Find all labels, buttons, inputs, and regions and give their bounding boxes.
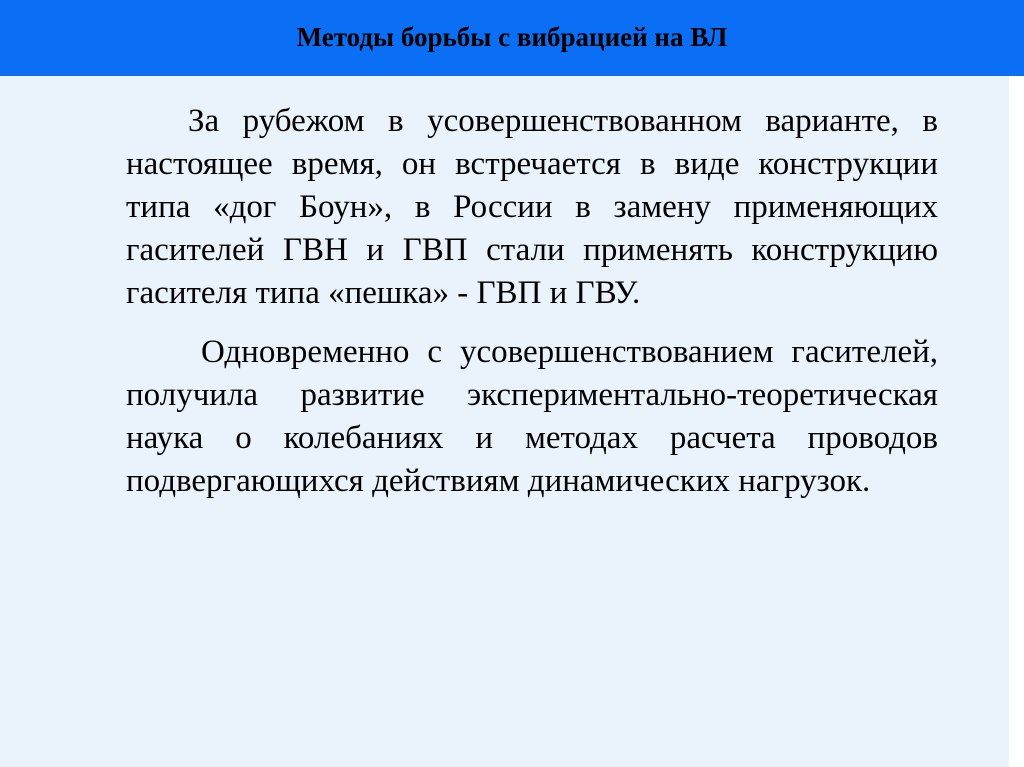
title-bar	[0, 0, 1024, 76]
slide-title: Методы борьбы с вибрацией на ВЛ	[296, 21, 728, 52]
paragraph-abroad: За рубежом в усовершенствованном варианте, в настоящее время, он встречается в виде конструкции типа «дог Боун», в России в замену применяющих гасителей ГВН и ГВП стали применять конструкцию гасителя типа «пешка» - ГВП и ГВУ.	[126, 103, 938, 311]
paragraph-science: Одновременно с усовершенствованием гасителей, получила развитие экспериментально-теоретическая наука о колебаниях и методах расчета проводов подвергающихся действиям динамических нагрузок.	[126, 334, 938, 499]
text-body	[126, 100, 938, 503]
